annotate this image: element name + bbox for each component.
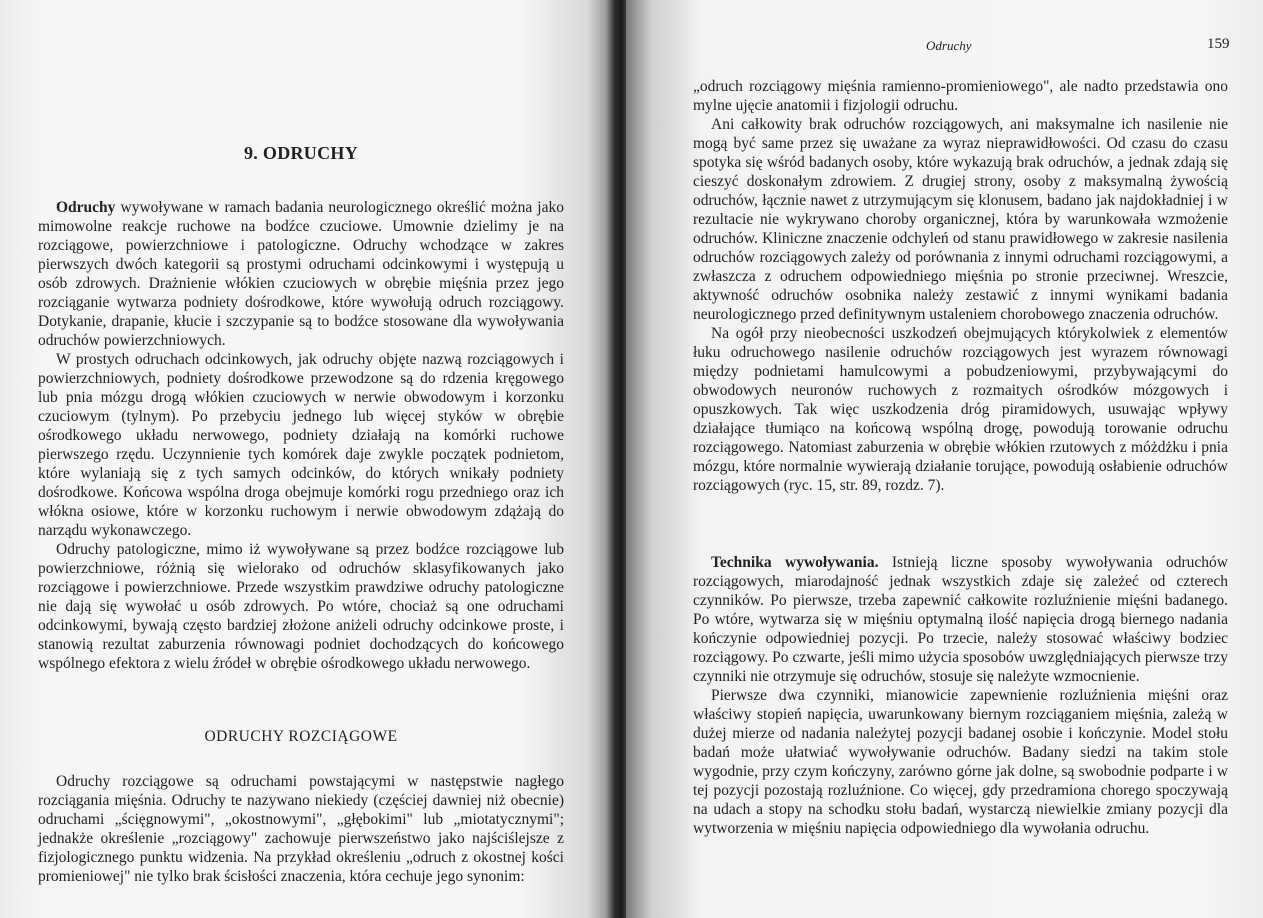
technique-lead-term: Technika wywoływania.: [711, 554, 879, 571]
paragraph: Ani całkowity brak odruchów rozciągowych, ani maksymalne ich nasilenie nie mogą być same przez się uważane za wyraz nieprawidłowości. Od czasu do czasu spotyka się wśród badanych osoby, które wykazują brak odruchów, a jednak zdają się cieszyć doskonałym zdrowiem. Z drugiej strony, osoby z maksymalną żywością odruchów, łącznie nawet z utrzymującym się klonusem, badano jak najdokładniej i w rezultacie nie wykrywano choroby organicznej, która by warunkowała wzmożenie odruchów. Kliniczne znaczenie odchyleń od stanu prawidłowego w zakresie nasilenia odruchów rozciągowych zależy od porównania z innymi odruchami rozciągowymi, a zwłaszcza z odruchem odpowiedniego mięśnia po stronie przeciwnej. Wreszcie, aktywność odruchów osobnika należy zestawić z innymi wynikami badania neurologicznego przed definitywnym ustaleniem chorobowego znaczenia odruchów.: [693, 116, 1228, 323]
chapter-title: 9. ODRUCHY: [244, 143, 358, 163]
paragraph: Pierwsze dwa czynniki, mianowicie zapewnienie rozluźnienia mięśni oraz właściwy stopień napięcia, uwarunkowany biernym rozciąganiem mięśnia, zależą w dużej mierze od nadania należytej pozycji badanej osobie i kończynie. Model stołu badań może ułatwiać wywoływanie odruchów. Badany siedzi na takim stole wygodnie, przy czym kończyny, zarówno górne jak dolne, są swobodnie podparte i w tej pozycji pozostają rozluźnione. Co więcej, gdy przedramiona chorego spoczywają na udach a stopy na schodku stołu badań, wystarczą niewielkie zmiany pozycji dla wytworzenia w mięśniu napięcia odpowiedniego dla wywołania odruchu.: [693, 687, 1228, 837]
right-page: [626, 0, 1263, 918]
technique-text: Istnieją liczne sposoby wywoływania odruchów rozciągowych, miarodajność jednak wszystkich zdaje się zależeć od czterech czynników. Po pierwsze, trzeba zapewnić całkowite rozluźnienie mięśni badanego. Po wtóre, wytwarza się w mięśniu optymalną ilość napięcia drogą biernego nadania kończynie odpowiedniej pozycji. Po trzecie, należy stosować właściwy bodziec rozciągowy. Po czwarte, jeśli mimo użycia sposobów uwzględniających pierwsze trzy czynniki nie otrzymuje się odruchów, stosuje się należyte wzmocnienie.: [693, 554, 1228, 685]
right-text-block-1: [693, 77, 1228, 495]
section-title: ODRUCHY ROZCIĄGOWE: [204, 728, 398, 745]
paragraph: W prostych odruchach odcinkowych, jak odruchy objęte nazwą rozciągowych i powierzchniowych, podniety dośrodkowe przewodzone są do rdzenia kręgowego lub pnia mózgu drogą włókien czuciowych w nerwie obwodowym i korzonku czuciowym (tylnym). Po przebyciu jednego lub więcej styków w obrębie ośrodkowego układu nerwowego, podniety działają na komórki ruchowe pierwszego rzędu. Uczynnienie tych komórek daje zwykle początek podnietom, które wylaniają się z tych samych odcinków, do których wnikały podniety dośrodkowe. Końcowa wspólna droga obejmuje komórki rogu przedniego oraz ich włókna osiowe, które w korzonku ruchowym i nerwie obwodowym zdążają do narządu wykonawczego.: [38, 351, 564, 539]
technique-paragraph: [693, 553, 1228, 686]
running-head: Odruchy: [926, 38, 972, 53]
left-page: [0, 0, 612, 918]
paragraph: Odruchy rozciągowe są odruchami powstającymi w następstwie nagłego rozciągania mięśnia. Odruchy te nazywano niekiedy (częściej dawniej niż obecnie) odruchami „ścięgnowymi", „okostnowymi", „głębokimi" lub „miotatycznymi"; jednakże określenie „rozciągowy" zachowuje pierwszeństwo jako najściślejsze z fizjologicznego punktu widzenia. Na przykład określeniu „odruch z okostnej kości promieniowej" nie tylko brak ścisłości znaczenia, która cechuje jego synonim:: [38, 773, 564, 885]
left-text-block-1: [38, 198, 564, 673]
left-text-block-2: [38, 772, 564, 886]
paragraph: Odruchy patologiczne, mimo iż wywoływane są przez bodźce rozciągowe lub powierzchniowe, różnią się wielorako od odruchów sklasyfikowanych jako rozciągowe i powierzchniowe. Przede wszystkim prawdziwe odruchy patologiczne nie dają się wywołać u osób zdrowych. Po wtóre, chociaż są one odruchami odcinkowymi, bywają często bardziej złożone aniżeli odruchy odcinkowe proste, i stanowią rezultat zaburzenia równowagi podniet dochodzących do końcowego wspólnego efektora z wielu źródeł w obrębie ośrodkowego układu nerwowego.: [38, 541, 564, 672]
intro-paragraph: [38, 198, 564, 350]
right-text-block-2: [693, 553, 1228, 838]
paragraph: „odruch rozciągowy mięśnia ramienno-promieniowego", ale nadto przedstawia ono mylne ujęcie anatomii i fizjologii odruchu.: [693, 78, 1228, 114]
page-number: 159: [1207, 36, 1230, 52]
intro-lead-term: Odruchy: [56, 199, 116, 216]
paragraph: Na ogół przy nieobecności uszkodzeń obejmujących którykolwiek z elementów łuku odruchowego nasilenie odruchów rozciągowych jest wyrazem równowagi między podnietami hamulcowymi a pobudzeniowymi, przybywającymi do obwodowych neuronów ruchowych z rozmaitych ośrodków mózgowych i opuszkowych. Tak więc uszkodzenia dróg piramidowych, usuwając wpływy działające tłumiąco na końcową wspólną drogę, powodują torowanie odruchu rozciągowego. Natomiast zaburzenia w obrębie włókien rzutowych z móżdżku i pnia mózgu, które normalnie wywierają działanie torujące, powodują osłabienie odruchów rozciągowych (ryc. 15, str. 89, rozdz. 7).: [693, 325, 1228, 494]
intro-text: wywoływane w ramach badania neurologicznego określić można jako mimowolne reakcje ruchowe na bodźce czuciowe. Umownie dzielimy je na rozciągowe, powierzchniowe i patologiczne. Odruchy wchodzące w zakres pierwszych dwóch kategorii są prostymi odruchami odcinkowymi i występują u osób zdrowych. Drażnienie włókien czuciowych w obrębie mięśnia przez jego rozciąganie wytwarza podniety dośrodkowe, które wywołują odruch rozciągowy. Dotykanie, drapanie, kłucie i szczypanie są to bodźce stosowane dla wywoływania odruchów powierzchniowych.: [38, 199, 564, 349]
